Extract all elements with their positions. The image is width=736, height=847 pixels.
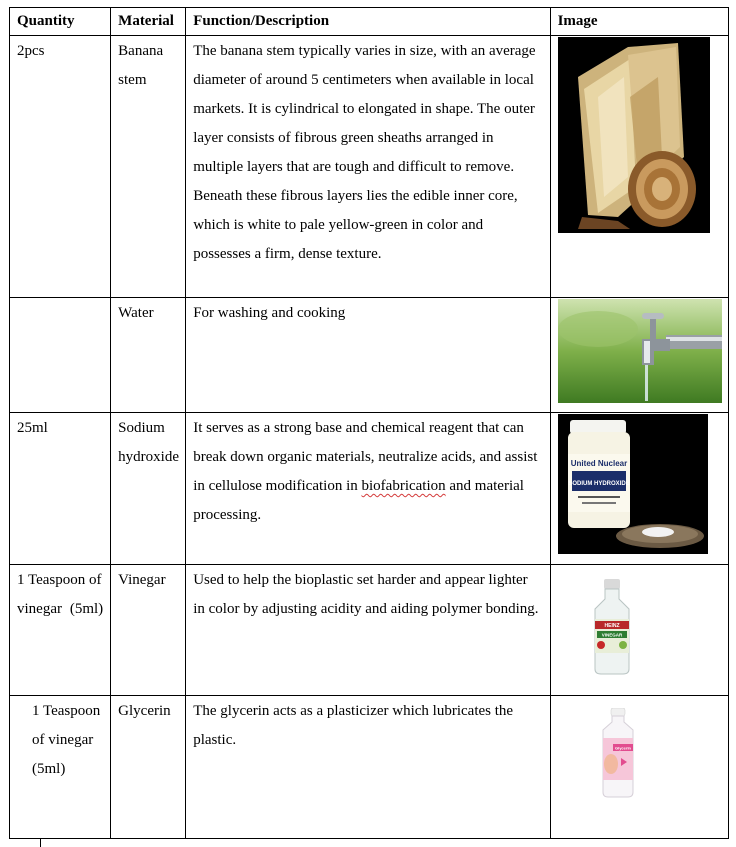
glycerin-bottle-icon: [597, 708, 639, 798]
description-cell: The glycerin acts as a plasticizer which lubricates the plastic.: [186, 696, 550, 839]
quantity-cell: 25ml: [10, 413, 111, 565]
page-margin-mark: [40, 838, 41, 847]
water-tap-icon: [558, 299, 722, 403]
table-row: [10, 413, 729, 565]
image-cell: [550, 565, 728, 696]
header-description: Function/Description: [186, 8, 550, 36]
header-row: [10, 8, 729, 36]
table-row: [10, 696, 729, 839]
description-cell: Used to help the bioplastic set harder and appear lighter in color by adjusting acidity and aiding polymer bonding.: [186, 565, 550, 696]
table-row: [10, 298, 729, 413]
table-row: [10, 565, 729, 696]
header-quantity: Quantity: [10, 8, 111, 36]
material-cell: Glycerin: [111, 696, 186, 839]
quantity-cell: 2pcs: [10, 36, 111, 298]
bottle-product-text: VINEGAR: [601, 632, 622, 638]
image-cell: [550, 36, 728, 298]
bottle-brand-text: HEINZ: [604, 623, 620, 629]
jar-brand-text: United Nuclear: [570, 459, 627, 468]
sodium-hydroxide-jar-icon: [558, 414, 708, 554]
quantity-cell: 1 Teaspoon of vinegar (5ml): [10, 696, 111, 839]
material-cell: Vinegar: [111, 565, 186, 696]
image-cell: [550, 298, 728, 413]
material-cell: Water: [111, 298, 186, 413]
image-cell: [550, 696, 728, 839]
description-cell: [186, 413, 550, 565]
materials-table: [9, 7, 729, 839]
vinegar-bottle-icon: [585, 579, 639, 675]
image-cell: [550, 413, 728, 565]
description-cell: For washing and cooking: [186, 298, 550, 413]
header-image: Image: [550, 8, 728, 36]
glycerin-label-text: Glycerin: [614, 745, 631, 751]
quantity-cell: [10, 298, 111, 413]
material-cell: Sodium hydroxide: [111, 413, 186, 565]
quantity-cell: 1 Teaspoon of vinegar (5ml): [10, 565, 111, 696]
jar-product-text: SODIUM HYDROXIDE: [567, 481, 630, 487]
description-cell: The banana stem typically varies in size, with an average diameter of around 5 centimeters when available in local markets. It is cylindrical to elongated in shape. The outer layer consists of fibrous green sheaths arranged in multiple layers that are tough and difficult to remove. Beneath these fibrous layers lies the edible inner core, which is white to pale yellow-green in color and possesses a firm, dense texture.: [186, 36, 550, 298]
description-text: It serves as a strong base and chemical reagent that can break down organic materials, neutralize acids, and assist in cellulose modification in: [193, 420, 538, 494]
header-material: Material: [111, 8, 186, 36]
material-cell: Banana stem: [111, 36, 186, 298]
banana-stem-icon: [558, 37, 710, 233]
description-text: and material processing.: [193, 478, 524, 523]
table-row: [10, 36, 729, 298]
spellcheck-flagged-word: biofabrication: [361, 478, 446, 494]
